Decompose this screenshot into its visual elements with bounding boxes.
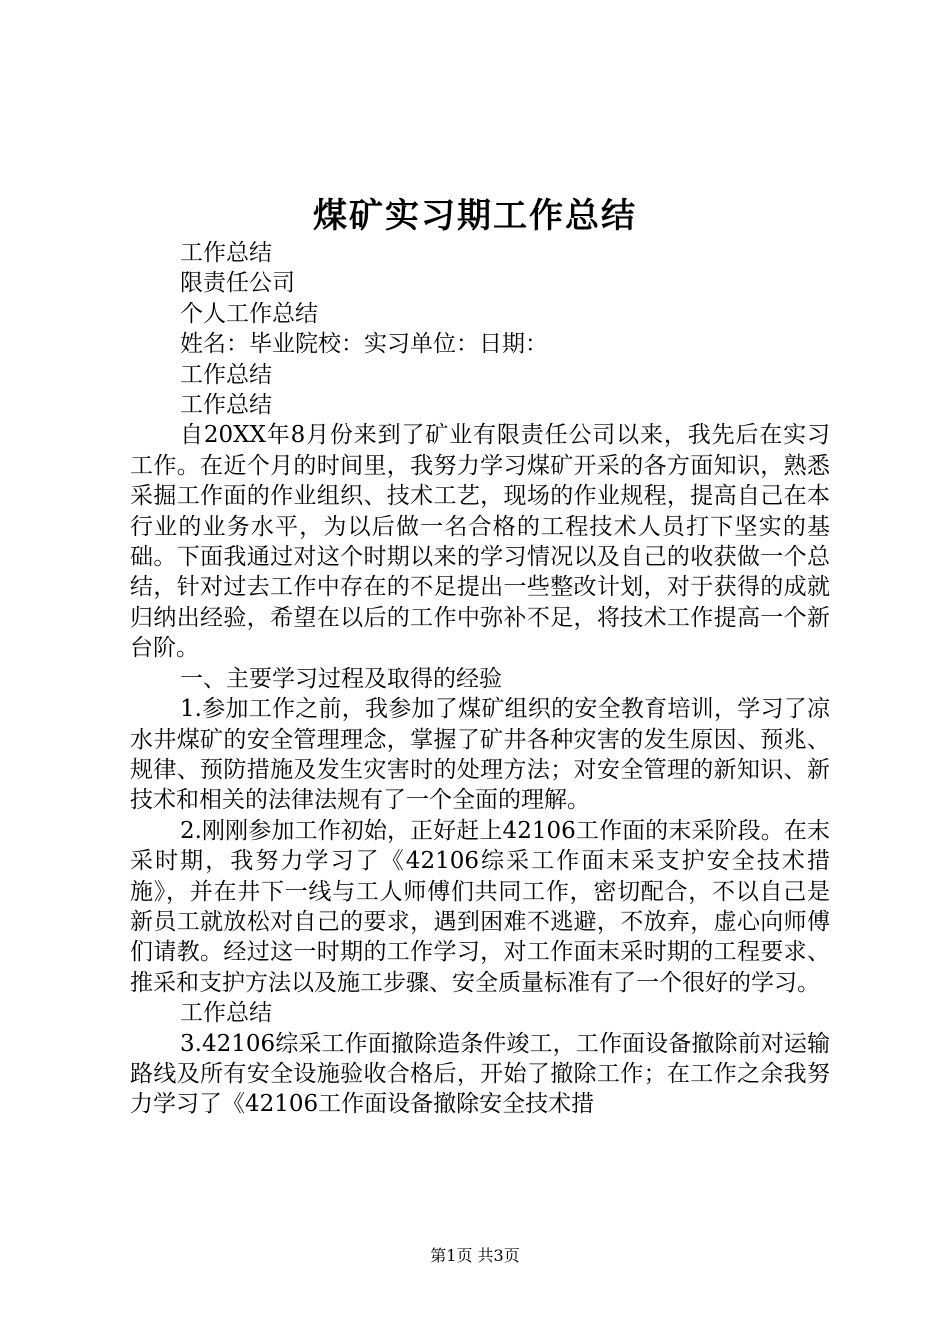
document-title: 煤矿实习期工作总结 <box>313 196 637 236</box>
body-paragraph: 自20XX年8月份来到了矿业有限责任公司以来，我先后在实习工作。在近个月的时间里，我努力学习煤矿开采的各方面知识，熟悉采掘工作面的作业组织、技术工艺，现场的作业规程，提高自己在本行业的业务水平，为以后做一名合格的工程技术人员打下坚实的基础。下面我通过对这个时期以来的学习情况以及自己的收获做一个总结，针对过去工作中存在的不足提出一些整改计划，对于获得的成就归纳出经验，希望在以后的工作中弥补不足，将技术工作提高一个新台阶。 <box>130 422 830 662</box>
header-line: 个人工作总结 <box>180 300 318 327</box>
header-line: 工作总结 <box>180 392 272 419</box>
page-footer: 第1页 共3页 <box>430 1246 520 1265</box>
body-paragraph: 1.参加工作之前，我参加了煤矿组织的安全教育培训，学习了凉水井煤矿的安全管理理念，掌握了矿井各种灾害的发生原因、预兆、规律、预防措施及发生灾害时的处理方法；对安全管理的新知识、新技术和相关的法律法规有了一个全面的理解。 <box>130 696 830 814</box>
header-line: 工作总结 <box>180 361 272 388</box>
body-paragraph: 3.42106综采工作面撤除造条件竣工，工作面设备撤除前对运输路线及所有安全设施验收合格后，开始了撤除工作；在工作之余我努力学习了《42106工作面设备撤除安全技术措 <box>130 1030 830 1118</box>
body-paragraph: 2.刚刚参加工作初始，正好赶上42106工作面的末采阶段。在末采时期，我努力学习了《42106综采工作面末采支护安全技术措施》，并在井下一线与工人师傅们共同工作，密切配合，不以自己是新员工就放松对自己的要求，遇到困难不逃避，不放弃，虚心向师傅们请教。经过这一时期的工作学习，对工作面末采时期的工程要求、推采和支护方法以及施工步骤、安全质量标准有了一个很好的学习。 <box>130 817 830 996</box>
header-line: 姓名：毕业院校：实习单位：日期： <box>180 331 548 358</box>
document-body <box>130 238 830 1120</box>
header-line: 工作总结 <box>180 240 272 266</box>
section-heading: 一、主要学习过程及取得的经验 <box>180 665 502 692</box>
body-paragraph: 工作总结 <box>180 1000 272 1027</box>
header-line: 限责任公司 <box>180 270 295 297</box>
